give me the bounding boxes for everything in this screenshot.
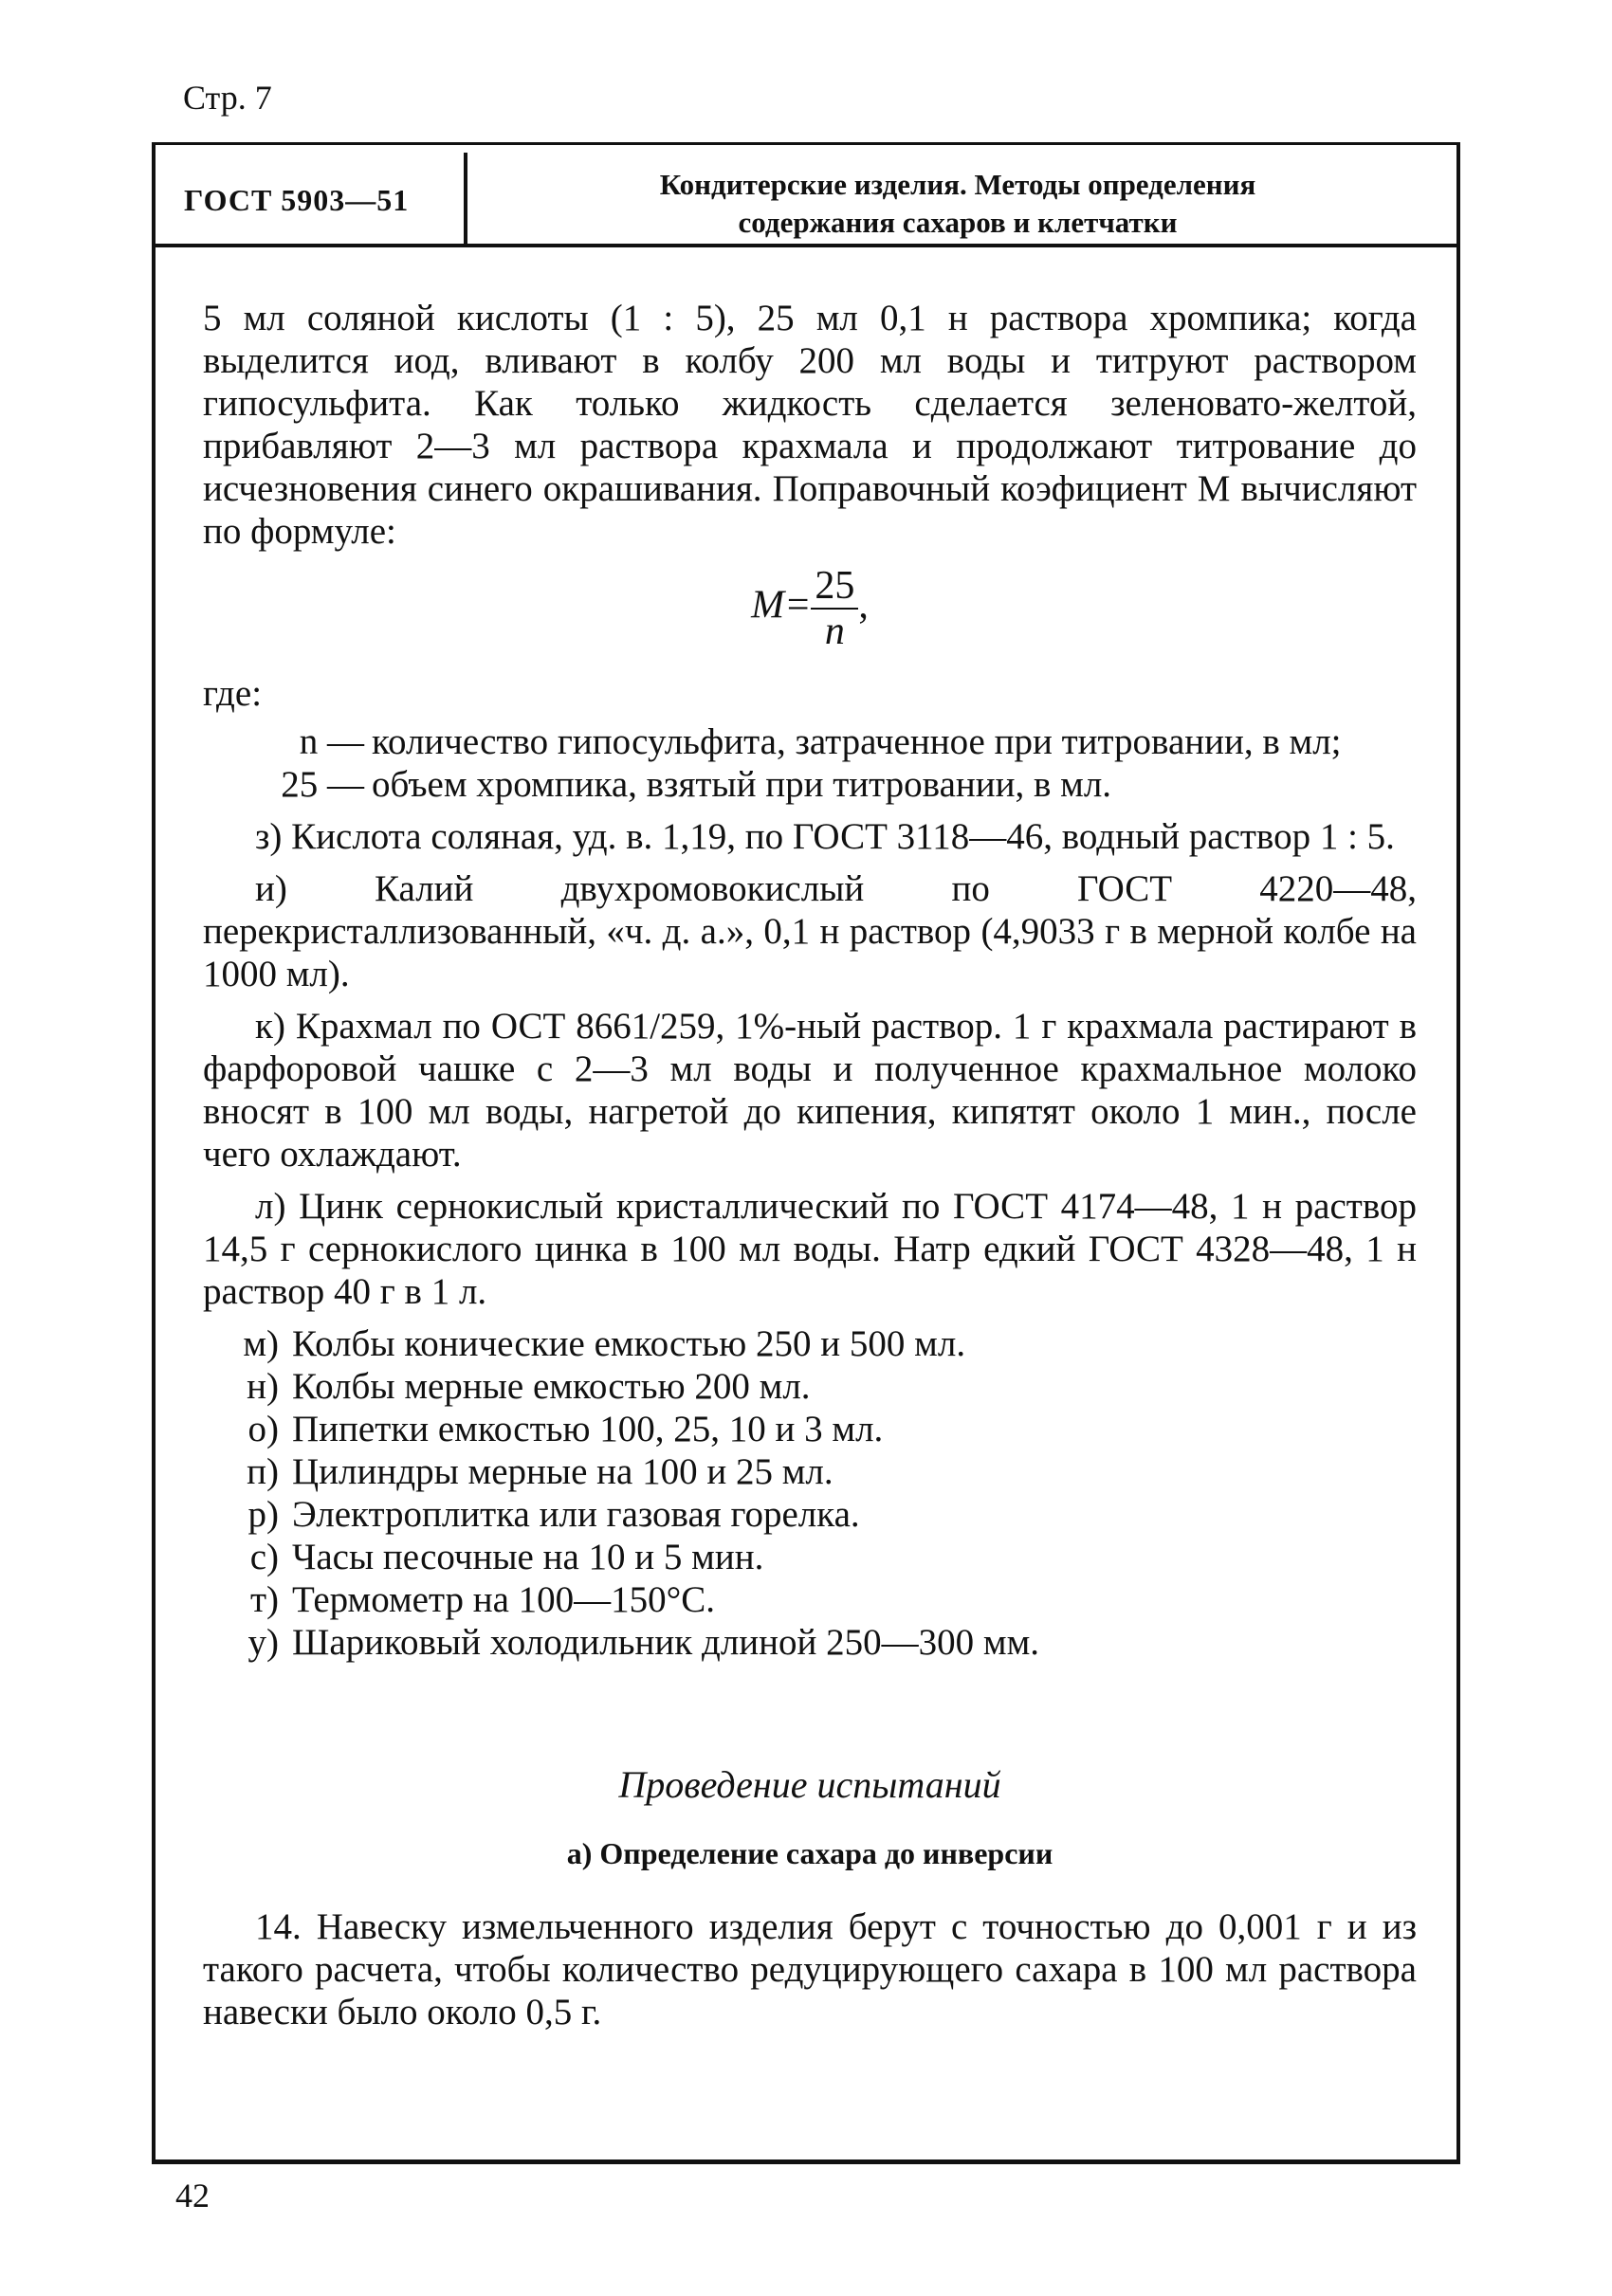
where-label: где: (203, 673, 263, 714)
equipment-mark: м) (243, 1323, 279, 1364)
subheading: а) Определение сахара до инверсии (566, 1836, 1053, 1870)
equipment-mark: н) (247, 1366, 279, 1407)
formula-lhs: M= (751, 583, 812, 628)
equipment-text: Шариковый холодильник длиной 250—300 мм. (292, 1622, 1039, 1663)
formula-fraction (811, 564, 858, 653)
equipment-mark: т) (249, 1579, 279, 1620)
page-label: Стр. 7 (183, 79, 272, 117)
equipment-item (203, 1365, 1417, 1408)
document-title (478, 166, 1438, 242)
equipment-text: Цилиндры мерные на 100 и 25 мл. (292, 1451, 833, 1492)
definition-item (203, 720, 1417, 763)
equipment-item (203, 1408, 1417, 1450)
formula-numerator: 25 (811, 564, 858, 610)
equipment-text: Колбы мерные емкостью 200 мл. (292, 1366, 811, 1407)
formula-tail: , (858, 583, 869, 628)
equipment-text: Термометр на 100—150°С. (292, 1579, 716, 1620)
gost-code: ГОСТ 5903—51 (184, 183, 410, 217)
page-number: 42 (175, 2177, 210, 2214)
definition-term: n — (299, 721, 364, 762)
final-paragraph: 14. Навеску измельченного изделия берут с точностью до 0,001 г и из такого расчета, чтобы количество редуцирующего сахара в 100 мл раствора навески было около 0,5 г. (203, 1906, 1417, 2032)
title-line-2: содержания сахаров и клетчатки (738, 206, 1178, 239)
equipment-item (203, 1578, 1417, 1621)
equipment-text: Электроплитка или газовая горелка. (292, 1494, 860, 1535)
equipment-text: Пипетки емкостью 100, 25, 10 и 3 мл. (292, 1409, 884, 1449)
reagent-item: и) Калий двухромовокислый по ГОСТ 4220—48, перекристаллизованный, «ч. д. а.», 0,1 н раствор (4,9033 г в мерной колбе на 1000 мл). (203, 868, 1417, 994)
header-divider (464, 153, 467, 244)
reagent-item: л) Цинк сернокислый кристаллический по ГОСТ 4174—48, 1 н раствор 14,5 г сернокислого цинка в 100 мл воды. Натр едкий ГОСТ 4328—48, 1 н раствор 40 г в 1 л. (203, 1186, 1417, 1312)
equipment-mark: о) (247, 1409, 279, 1449)
equipment-text: Колбы конические емкостью 250 и 500 мл. (292, 1323, 966, 1364)
equipment-item (203, 1450, 1417, 1493)
equipment-mark: п) (247, 1451, 279, 1492)
section-heading: Проведение испытаний (618, 1763, 1001, 1806)
title-line-1: Кондитерские изделия. Методы определения (659, 168, 1256, 201)
definition-term: 25 — (281, 764, 364, 805)
equipment-item (203, 1322, 1417, 1365)
main-content (203, 297, 1417, 2033)
formula-denominator: n (824, 610, 845, 653)
definition-desc: объем хромпика, взятый при титровании, в мл. (372, 764, 1112, 805)
reagent-item: з) Кислота соляная, уд. в. 1,19, по ГОСТ 3118—46, водный раствор 1 : 5. (255, 816, 1395, 857)
document-frame (152, 142, 1460, 2164)
equipment-item (203, 1536, 1417, 1578)
intro-paragraph: 5 мл соляной кислоты (1 : 5), 25 мл 0,1 н раствора хромпика; когда выделится иод, вливают в колбу 200 мл воды и титруют раствором гипосульфита. Как только жидкость сделается зеленовато-желтой, прибавляют 2—3 мл раствора крахмала и продолжают титрование до исчезновения синего окрашивания. Поправочный коэфициент М вычисляют по формуле: (203, 298, 1417, 552)
equipment-mark: р) (247, 1494, 279, 1535)
equipment-item (203, 1621, 1417, 1664)
equipment-mark: у) (247, 1622, 279, 1663)
equipment-text: Часы песочные на 10 и 5 мин. (292, 1537, 764, 1577)
equipment-item (203, 1493, 1417, 1536)
equipment-list (203, 1322, 1417, 1664)
equipment-mark: с) (249, 1537, 279, 1577)
formula (203, 564, 1417, 653)
reagent-item: к) Крахмал по ОСТ 8661/259, 1%-ный раствор. 1 г крахмала растирают в фарфоровой чашке с 2—3 мл воды и полученное крахмальное молоко вносят в 100 мл воды, нагретой до кипения, кипятят около 1 мин., после чего охлаждают. (203, 1006, 1417, 1175)
definition-item (203, 763, 1417, 806)
definition-desc: количество гипосульфита, затраченное при титровании, в мл; (372, 721, 1342, 762)
header (156, 145, 1456, 247)
